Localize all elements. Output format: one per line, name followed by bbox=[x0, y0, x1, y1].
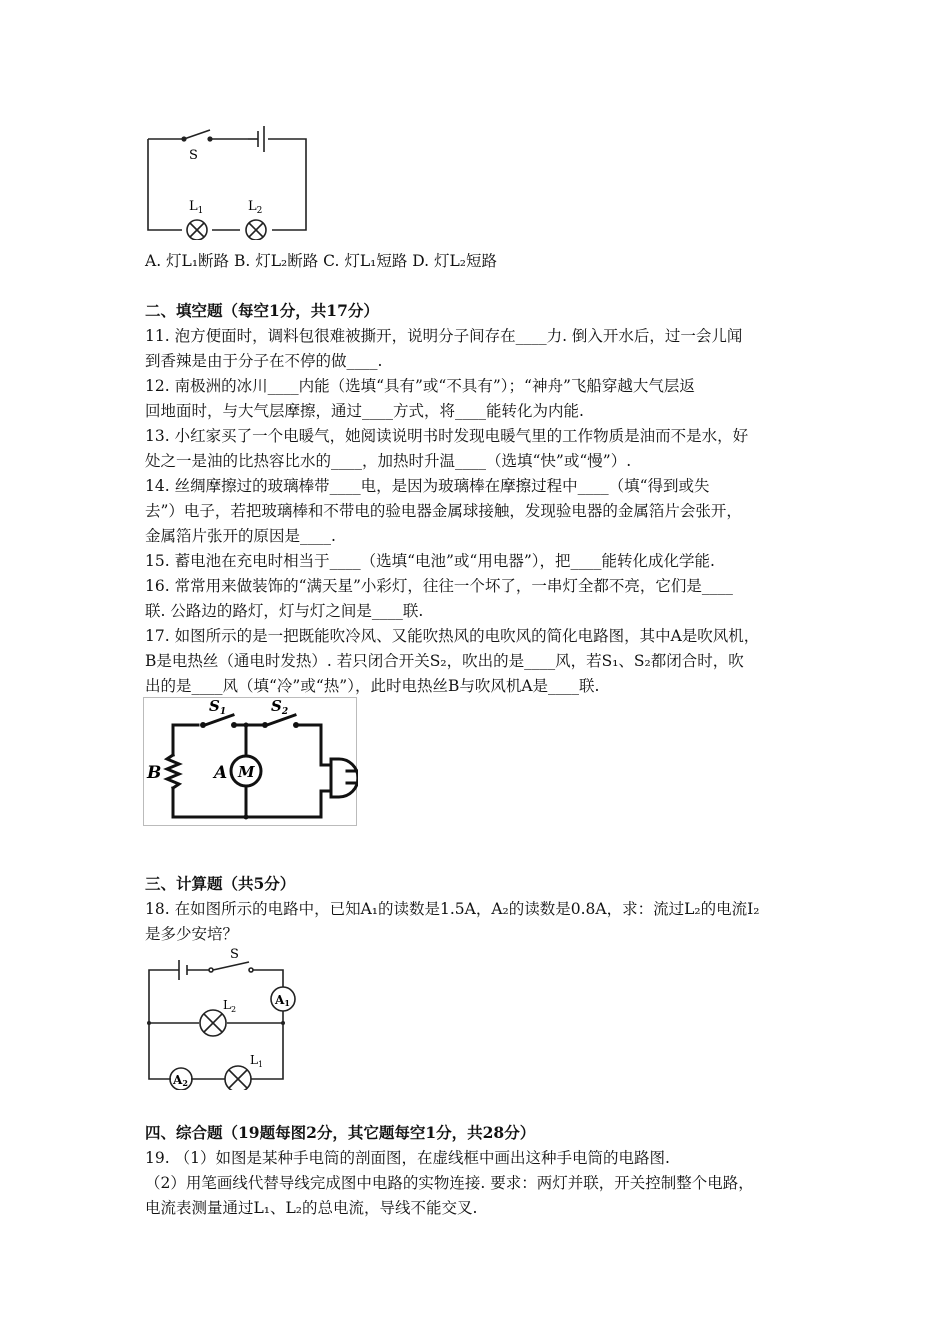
text-line: 电流表测量通过L₁、L₂的总电流，导线不能交叉. bbox=[145, 1199, 478, 1217]
circuit-figure-q10 bbox=[140, 125, 315, 240]
text-line: 是多少安培？ bbox=[145, 925, 239, 943]
heater-b-label: B bbox=[147, 763, 162, 783]
lamp2-label: $L_2$ bbox=[248, 199, 263, 216]
section2-heading: 二、填空题（每空1分，共17分） bbox=[145, 301, 379, 320]
text-line: 17. 如图所示的是一把既能吹冷风、又能吹热风的电吹风的简化电路图，其中A是吹风机， bbox=[145, 627, 760, 645]
text-line: 16. 常常用来做装饰的“满天星”小彩灯，往往一个坏了，一串灯全都不亮，它们是____ bbox=[145, 577, 733, 595]
hair-dryer-circuit-figure bbox=[143, 697, 358, 827]
text-line: B是电热丝（通电时发热）. 若只闭合开关S₂，吹出的是____风，若S₁、S₂都闭合时，吹 bbox=[145, 652, 744, 670]
text-line: 13. 小红家买了一个电暖气，她阅读说明书时发现电暖气里的工作物质是油而不是水，好 bbox=[145, 427, 749, 445]
section3-heading: 三、计算题（共5分） bbox=[145, 874, 296, 893]
ammeter-a2-label: A2 bbox=[173, 1073, 188, 1088]
motor-symbol: M bbox=[238, 763, 255, 781]
text-line: 14. 丝绸摩擦过的玻璃棒带____电，是因为玻璃棒在摩擦过程中____（填“得到或失 bbox=[145, 477, 710, 495]
text-line: 18. 在如图所示的电路中，已知A₁的读数是1.5A，A₂的读数是0.8A，求：流过L₂的电流I₂ bbox=[145, 900, 760, 918]
ammeter-circuit-figure bbox=[143, 945, 303, 1090]
text-line: 11. 泡方便面时，调料包很难被撕开，说明分子间存在____力. 倒入开水后，过一会儿闻 bbox=[145, 327, 743, 345]
text-line: 12. 南极洲的冰川____内能（选填“具有”或“不具有”）；“神舟”飞船穿越大气层返 bbox=[145, 377, 695, 395]
text-line: 处之一是油的比热容比水的____，加热时升温____（选填“快”或“慢”）. bbox=[145, 452, 632, 470]
text-line: 去”）电子，若把玻璃棒和不带电的验电器金属球接触，发现验电器的金属箔片会张开， bbox=[145, 502, 742, 520]
text-line: 15. 蓄电池在充电时相当于____（选填“电池”或“用电器”），把____能转化成化学能. bbox=[145, 552, 715, 570]
text-line: 金属箔片张开的原因是____. bbox=[145, 527, 336, 545]
text-line: 19. （1）如图是某种手电筒的剖面图，在虚线框中画出这种手电筒的电路图. bbox=[145, 1149, 670, 1167]
text-line: 回地面时，与大气层摩擦，通过____方式，将____能转化为内能. bbox=[145, 402, 584, 420]
text-line: 联. 公路边的路灯，灯与灯之间是____联. bbox=[145, 602, 424, 620]
lamp2-label: $L_2$ bbox=[223, 998, 237, 1014]
switch-s1-label: $S_1$ bbox=[209, 697, 227, 717]
text-line: （2）用笔画线代替导线完成图中电路的实物连接. 要求：两灯并联，开关控制整个电路， bbox=[145, 1174, 754, 1192]
motor-a-label: A bbox=[214, 763, 228, 783]
text-line: 到香辣是由于分子在不停的做____. bbox=[145, 352, 383, 370]
lamp1-label: $L_1$ bbox=[250, 1053, 264, 1069]
text-line: 出的是____风（填“冷”或“热”），此时电热丝B与吹风机A是____联. bbox=[145, 677, 600, 695]
lamp1-label: $L_1$ bbox=[189, 199, 204, 216]
switch-label: S bbox=[230, 947, 239, 962]
switch-label: S bbox=[189, 148, 198, 163]
switch-s2-label: $S_2$ bbox=[271, 697, 289, 717]
ammeter-a1-label: A1 bbox=[275, 993, 290, 1008]
q10-options: A. 灯L₁断路 B. 灯L₂断路 C. 灯L₁短路 D. 灯L₂短路 bbox=[145, 252, 497, 270]
section4-heading: 四、综合题（19题每图2分，其它题每空1分，共28分） bbox=[145, 1123, 536, 1142]
